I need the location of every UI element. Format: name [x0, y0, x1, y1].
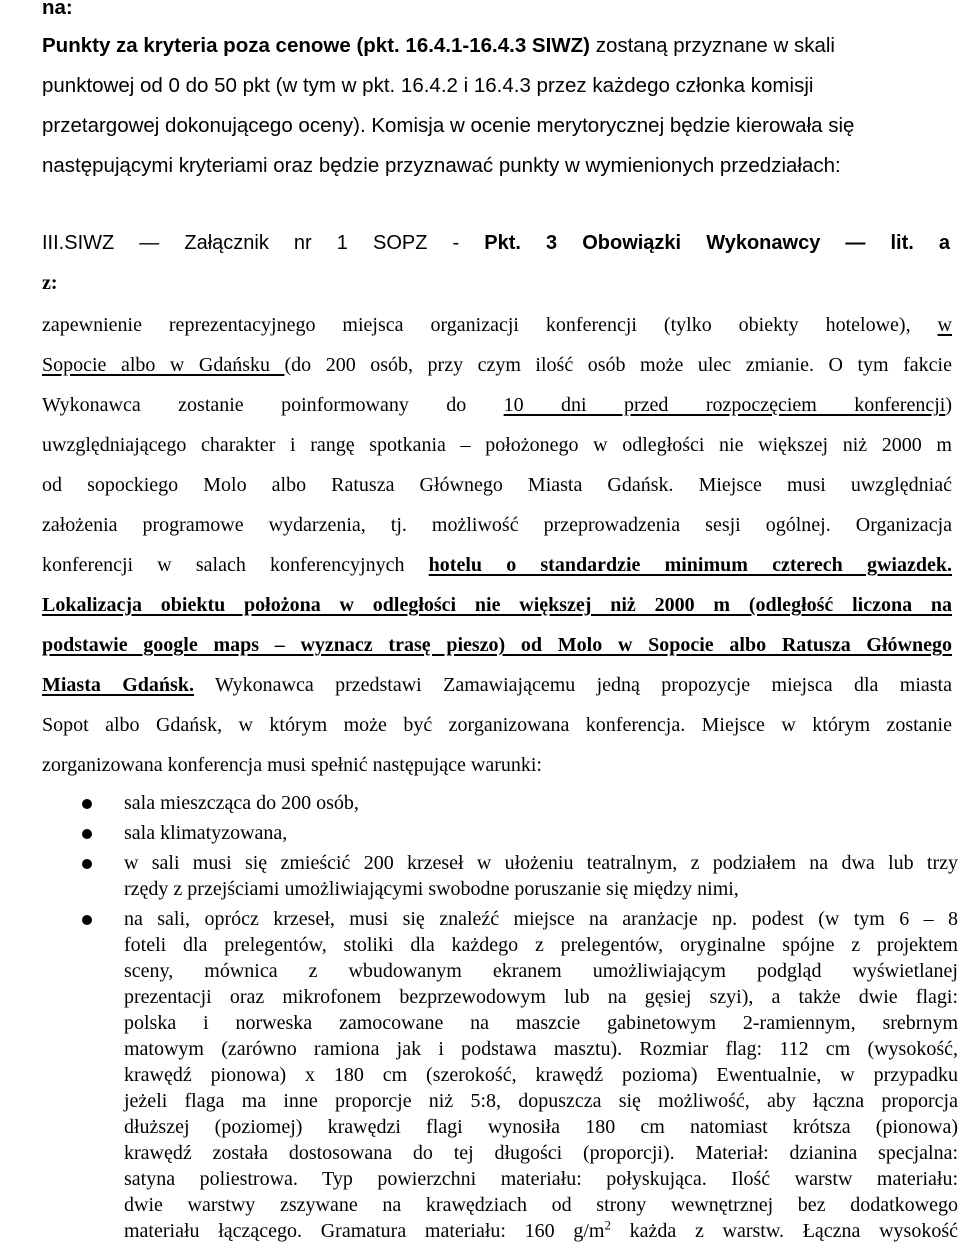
- bullet-dot: [82, 915, 92, 925]
- bullet-item-2: sala klimatyzowana,: [124, 822, 288, 844]
- body-line-2: [42, 354, 952, 377]
- header-line-1: [42, 34, 835, 58]
- last-line-rest: każda z warstw. Łączna wysokość: [610, 1220, 958, 1242]
- bullet-item-4-line-11: satyna poliestrowa. Typ powierzchni materiału: połyskująca. Ilość warstw materiału:: [124, 1168, 958, 1190]
- body-line-1-underlined: w: [937, 314, 952, 336]
- section-heading-normal: III.SIWZ — Załącznik nr 1 SOPZ -: [42, 232, 485, 254]
- header-line-3: przetargowej dokonującego oceny). Komisja w ocenie merytorycznej będzie kierowała się: [42, 114, 855, 137]
- body-line-8: Lokalizacja obiektu położona w odległości nie większej niż 2000 m (odległość liczona na: [42, 594, 952, 616]
- superscript-2: 2: [604, 1217, 611, 1233]
- bullet-item-4-line-6: matowym (zarówno ramiona jak i podstawa masztu). Rozmiar flag: 112 cm (wysokość,: [124, 1038, 958, 1060]
- bullet-item-4-line-12: dwie warstwy zszywane na krawędziach od strony wewnętrznej bez dodatkowego: [124, 1194, 958, 1216]
- bullet-item-4-line-2: foteli dla prelegentów, stoliki dla każdego z prelegentów, oryginalne spójne z projektem: [124, 934, 958, 956]
- body-line-2-text: (do 200 osób, przy czym ilość osób może ulec zmianie. O tym fakcie: [284, 354, 952, 376]
- bullet-item-4-line-3: sceny, mównica z wbudowanym ekranem umożliwiającym podgląd wyświetlanej: [124, 960, 958, 982]
- body-line-3-text: Wykonawca zostanie poinformowany do: [42, 394, 504, 416]
- bullet-dot: [82, 859, 92, 869]
- bullet-item-4-line-1: na sali, oprócz krzeseł, musi się znaleźć miejsce na aranżacje np. podest (w tym 6 – 8: [124, 908, 958, 930]
- body-line-1-text: zapewnienie reprezentacyjnego miejsca organizacji konferencji (tylko obiekty hotelowe),: [42, 314, 938, 336]
- body-line-7-text: konferencji w salach konferencyjnych: [42, 554, 429, 576]
- bullet-dot: [82, 829, 92, 839]
- body-line-9: podstawie google maps – wyznacz trasę pieszo) od Molo w Sopocie albo Ratusza Głównego: [42, 634, 952, 656]
- bullet-item-1: sala mieszcząca do 200 osób,: [124, 792, 359, 814]
- bullet-dot: [82, 799, 92, 809]
- body-line-10-bold: Miasta Gdańsk.: [42, 674, 194, 696]
- bullet-item-4-line-5: polska i norweska zamocowane na maszcie gabinetowym 2-ramiennym, srebrnym: [124, 1012, 958, 1034]
- bullet-item-3-line-1: w sali musi się zmieścić 200 krzeseł w ułożeniu teatralnym, z podziałem na dwa lub trzy: [124, 852, 958, 874]
- body-line-2-underlined: Sopocie albo w Gdańsku: [42, 354, 285, 376]
- body-line-4: uwzględniającego charakter i rangę spotkania – położonego w odległości nie większej niż 2000 m: [42, 434, 952, 456]
- body-line-7: [42, 554, 952, 577]
- bullet-item-4-line-8: jeżeli flaga ma inne proporcje niż 5:8, dopuszcza się możliwość, aby łączna proporcja: [124, 1090, 958, 1112]
- bullet-item-3-line-2: rzędy z przejściami umożliwiającymi swobodne poruszanie się między nimi,: [124, 878, 739, 900]
- body-line-6: założenia programowe wydarzenia, tj. możliwość przeprowadzenia sesji ogólnej. Organizacja: [42, 514, 952, 536]
- last-line-text: materiału łączącego. Gramatura materiału: 160 g/m: [124, 1220, 605, 1242]
- bullet-item-4-line-7: krawędź pionowa) x 180 cm (szerokość, krawędź pozioma) Ewentualnie, w przypadku: [124, 1064, 958, 1086]
- bullet-item-4-line-9: dłuższej (poziomej) krawędzi flagi wynosiła 180 cm natomiast krótsza (pionowa): [124, 1116, 958, 1138]
- header-fragment: na:: [42, 0, 73, 19]
- section-heading-cont: z:: [42, 272, 58, 294]
- header-criteria-rest: zostaną przyznane w skali: [590, 34, 835, 57]
- body-line-3-underlined: 10 dni przed rozpoczęciem konferencji: [503, 394, 946, 416]
- bullet-item-4-line-13: [124, 1217, 958, 1243]
- header-criteria-bold: Punkty za kryteria poza cenowe (pkt. 16.4.1-16.4.3 SIWZ): [42, 34, 590, 57]
- body-line-3: [42, 394, 952, 417]
- bullet-item-4-line-10: krawędź została dostosowana do tej długości (proporcji). Materiał: dzianina specjalna:: [124, 1142, 958, 1164]
- body-line-11: Sopot albo Gdańsk, w którym może być zorganizowana konferencja. Miejsce w którym zostanie: [42, 714, 952, 736]
- body-line-10-text: Wykonawca przedstawi Zamawiającemu jedną propozycje miejsca dla miasta: [193, 674, 952, 696]
- section-heading: [42, 232, 950, 255]
- body-line-12: zorganizowana konferencja musi spełnić następujące warunki:: [42, 754, 542, 776]
- header-line-2: punktowej od 0 do 50 pkt (w tym w pkt. 16.4.2 i 16.4.3 przez każdego członka komisji: [42, 74, 814, 97]
- header-line-4: następującymi kryteriami oraz będzie przyznawać punkty w wymienionych przedziałach:: [42, 154, 841, 177]
- section-heading-bold: Pkt. 3 Obowiązki Wykonawcy — lit. a: [484, 232, 950, 254]
- bullet-item-4-line-4: prezentacji oraz mikrofonem bezprzewodowym lub na gęsiej szyi), a także dwie flagi:: [124, 986, 958, 1008]
- body-line-10: [42, 674, 952, 697]
- body-line-1: [42, 314, 952, 337]
- body-line-7-bold: hotelu o standardzie minimum czterech gwiazdek.: [428, 554, 952, 576]
- body-line-5: od sopockiego Molo albo Ratusza Głównego Miasta Gdańsk. Miejsce musi uwzględniać: [42, 474, 952, 496]
- body-line-3-close: ): [945, 394, 952, 416]
